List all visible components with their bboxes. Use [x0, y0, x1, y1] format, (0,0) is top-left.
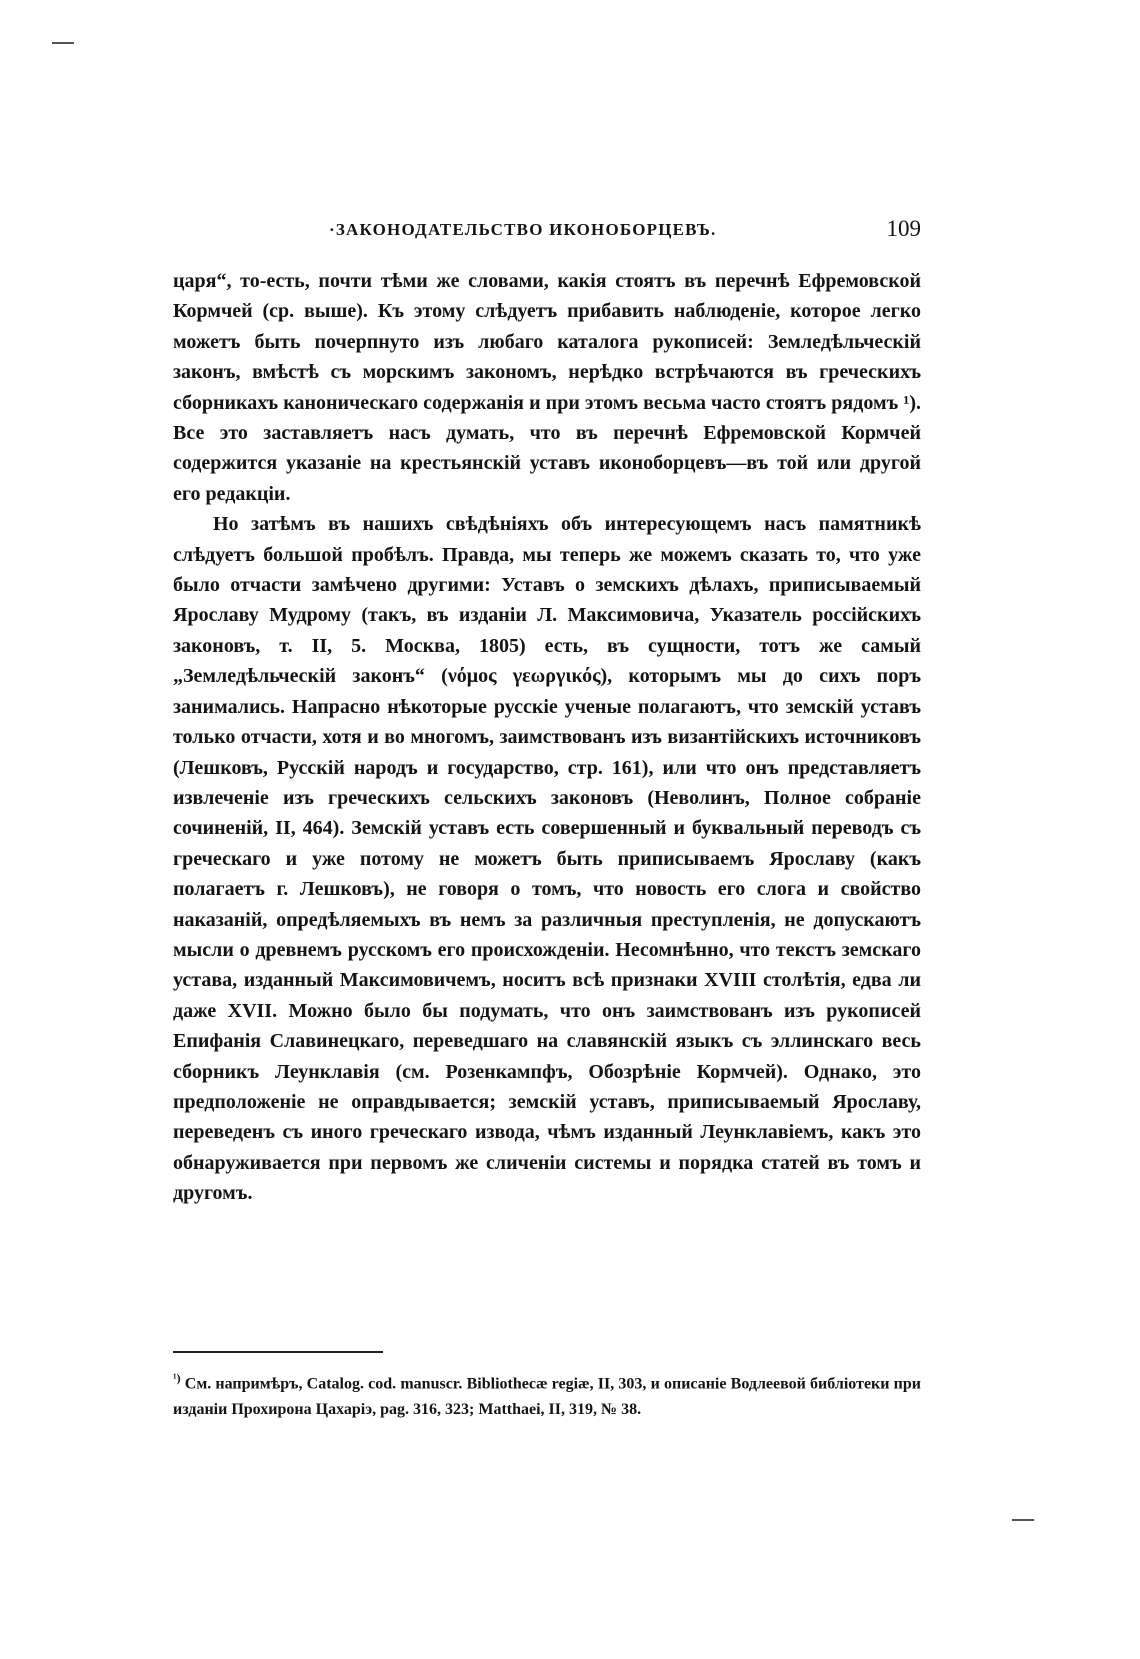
- footnote-text: См. напримѣръ, Catalog. cod. manuscr. Bibliothecæ regiæ, II, 303, и описаніе Водлеевой библіотеки при изданіи Прохирона Цахаріэ, pag. 316, 323; Matthaei, II, 319, № 38.: [173, 1375, 922, 1419]
- footnote-marker: ¹): [173, 1371, 181, 1385]
- scan-edge-mark: [1012, 1519, 1034, 1521]
- footnote: [173, 1365, 921, 1423]
- footnotes: [173, 1365, 921, 1423]
- paragraph: Но затѣмъ въ нашихъ свѣдѣніяхъ объ интересующемъ насъ памятникѣ слѣдуетъ большой пробѣлъ. Правда, мы теперь же можемъ сказать то, что уже было отчасти замѣчено другими: Уставъ о земскихъ дѣлахъ, приписываемый Ярославу Мудрому (такъ, въ изданіи Л. Максимовича, Указатель россійскихъ законовъ, т. II, 5. Москва, 1805) есть, въ сущности, тотъ же самый „Земледѣльческій законъ“ (νόμος γεωργικός), которымъ мы до сихъ поръ занимались. Напрасно нѣкоторые русскіе ученые полагаютъ, что земскій уставъ только отчасти, хотя и во многомъ, заимствованъ изъ византійскихъ источниковъ (Лешковъ, Русскій народъ и государство, стр. 161), или что онъ представляетъ извлеченіе изъ греческихъ сельскихъ законовъ (Неволинъ, Полное собраніе сочиненій, II, 464). Земскій уставъ есть совершенный и буквальный переводъ съ греческаго и уже потому не можетъ быть приписываемъ Ярославу (какъ полагаетъ г. Лешковъ), не говоря о томъ, что новость его слога и свойство наказаній, опредѣляемыхъ въ немъ за различныя преступленія, не допускаютъ мысли о древнемъ русскомъ его происхожденіи. Несомнѣнно, что текстъ земскаго устава, изданный Максимовичемъ, носитъ всѣ признаки XVIII столѣтія, едва ли даже XVII. Можно было бы подумать, что онъ заимствованъ изъ рукописей Епифанія Славинецкаго, переведшаго на славянскій языкъ съ эллинскаго весь сборникъ Леунклавія (см. Розенкампфъ, Обозрѣніе Кормчей). Однако, это предположеніе не оправдывается; земскій уставъ, приписываемый Ярославу, переведенъ съ иного греческаго извода, чѣмъ изданный Леунклавіемъ, какъ это обнаруживается при первомъ же сличеніи системы и порядка статей въ томъ и другомъ.: [173, 513, 921, 1205]
- page-number: 109: [886, 216, 921, 241]
- footnote-divider: [173, 1351, 383, 1353]
- running-title: ·ЗАКОНОДАТЕЛЬСТВО ИКОНОБОРЦЕВЪ.: [329, 220, 717, 239]
- page-header: [173, 216, 921, 250]
- scan-edge-mark: [52, 42, 74, 44]
- main-text: [173, 266, 921, 1209]
- paragraph: царя“, то-есть, почти тѣми же словами, какія стоятъ въ перечнѣ Ефремовской Кормчей (ср. выше). Къ этому слѣдуетъ прибавить наблюденіе, которое легко можетъ быть почерпнуто изъ любаго каталога рукописей: Земледѣльческій законъ, вмѣстѣ съ морскимъ закономъ, нерѣдко встрѣчаются въ греческихъ сборникахъ каноническаго содержанія и при этомъ весьма часто стоятъ рядомъ ¹). Все это заставляетъ насъ думать, что въ перечнѣ Ефремовской Кормчей содержится указаніе на крестьянскій уставъ иконоборцевъ—въ той или другой его редакціи.: [173, 270, 921, 505]
